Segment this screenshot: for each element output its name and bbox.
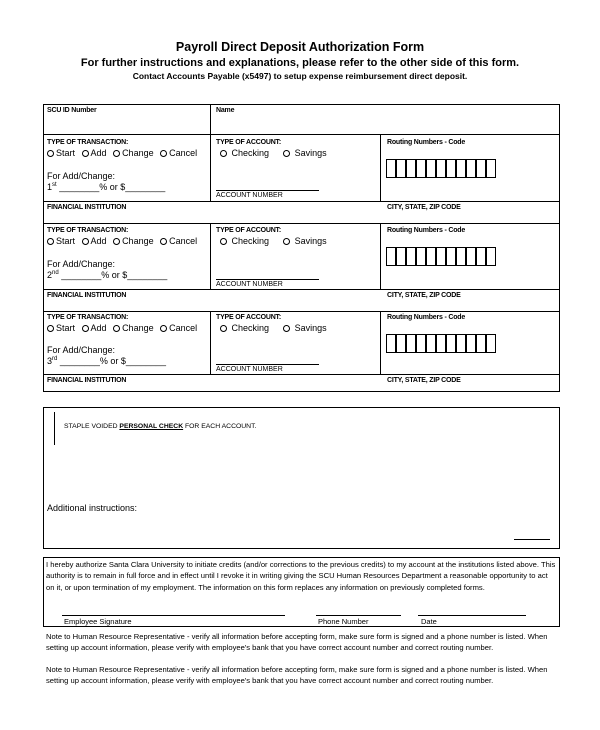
add-change-label: For Add/Change: [47,259,116,269]
staple-check-instruction: STAPLE VOIDED PERSONAL CHECK FOR EACH ACCOUNT. [64,423,257,430]
hr-note-2: Note to Human Resource Representative - verify all information before accepting form, make sure form is signed and a phone number is listed. When setting up account information, please verify with employee's bank that you have correct account number and correct routing number. [46,665,548,686]
routing-label: Routing Numbers - Code [387,139,466,146]
amount-line[interactable]: 1st ________% or $________ [47,182,166,192]
radio-savings[interactable]: Savings [283,323,331,333]
amount-line[interactable]: 3rd ________% or $________ [47,356,166,366]
employee-signature-label: Employee Signature [64,617,132,626]
radio-savings[interactable]: Savings [283,236,331,246]
account-type-label: TYPE OF ACCOUNT: [216,139,281,146]
radio-start[interactable]: Start [47,323,79,333]
amount-line[interactable]: 2nd ________% or $________ [47,270,168,280]
contact-note: Contact Accounts Payable (x5497) to setup expense reimbursement direct deposit. [132,71,468,81]
radio-add[interactable]: Add [82,323,111,333]
radio-cancel[interactable]: Cancel [160,236,201,246]
radio-change[interactable]: Change [113,236,158,246]
transaction-options [47,323,201,333]
radio-savings[interactable]: Savings [283,148,331,158]
radio-checking[interactable]: Checking [220,323,273,333]
transaction-options [47,148,201,158]
radio-checking[interactable]: Checking [220,148,273,158]
add-change-label: For Add/Change: [47,345,116,355]
date-line[interactable] [418,615,526,616]
radio-cancel[interactable]: Cancel [160,148,201,158]
radio-add[interactable]: Add [82,148,111,158]
form-title: Payroll Direct Deposit Authorization Form [175,40,425,54]
phone-number-label: Phone Number [318,617,369,626]
transaction-type-label: TYPE OF TRANSACTION: [47,314,129,321]
radio-add[interactable]: Add [82,236,111,246]
city-state-zip-label: CITY, STATE, ZIP CODE [387,204,461,211]
routing-label: Routing Numbers - Code [387,227,466,234]
additional-instructions-label: Additional instructions: [47,503,138,513]
account-type-label: TYPE OF ACCOUNT: [216,227,281,234]
account-number-line[interactable] [216,279,319,280]
phone-number-line[interactable] [316,615,401,616]
financial-institution-label: FINANCIAL INSTITUTION [47,292,127,299]
name-label: Name [216,107,235,114]
account-number-line[interactable] [216,190,319,191]
city-state-zip-label: CITY, STATE, ZIP CODE [387,292,461,299]
radio-start[interactable]: Start [47,148,79,158]
account-type-label: TYPE OF ACCOUNT: [216,314,281,321]
date-label: Date [421,617,437,626]
radio-start[interactable]: Start [47,236,79,246]
financial-institution-label: FINANCIAL INSTITUTION [47,377,127,384]
employee-signature-line[interactable] [62,615,285,616]
account-type-options [220,236,331,246]
transaction-options [47,236,201,246]
additional-instructions-line[interactable] [514,539,550,540]
radio-checking[interactable]: Checking [220,236,273,246]
account-type-options [220,148,331,158]
account-number-line[interactable] [216,364,319,365]
financial-institution-label: FINANCIAL INSTITUTION [47,204,127,211]
transaction-type-label: TYPE OF TRANSACTION: [47,139,129,146]
hr-note-1: Note to Human Resource Representative - verify all information before accepting form, make sure form is signed and a phone number is listed. When setting up account information, please verify with employee's bank that you have correct account number and correct routing number. [46,632,548,653]
account-number-label: ACCOUNT NUMBER [216,366,283,373]
scu-id-label: SCU ID Number [47,107,97,114]
account-type-options [220,323,331,333]
routing-label: Routing Numbers - Code [387,314,466,321]
transaction-type-label: TYPE OF TRANSACTION: [47,227,129,234]
radio-cancel[interactable]: Cancel [160,323,201,333]
form-subtitle: For further instructions and explanations, please refer to the other side of this form. [80,57,520,69]
authorization-text: I hereby authorize Santa Clara University to initiate credits (and/or corrections to the previous credits) to my account at the institutions listed above. This authority is to remain in full force and in effect until I revoke it in writing giving the SCU Human Resources Department a reasonable opportunity to act on it, or upon termination of my employment. The information on this form replaces any information on previously completed forms. [46,560,556,592]
add-change-label: For Add/Change: [47,171,116,181]
account-number-label: ACCOUNT NUMBER [216,281,283,288]
radio-change[interactable]: Change [113,148,158,158]
city-state-zip-label: CITY, STATE, ZIP CODE [387,377,461,384]
account-number-label: ACCOUNT NUMBER [216,192,283,199]
radio-change[interactable]: Change [113,323,158,333]
